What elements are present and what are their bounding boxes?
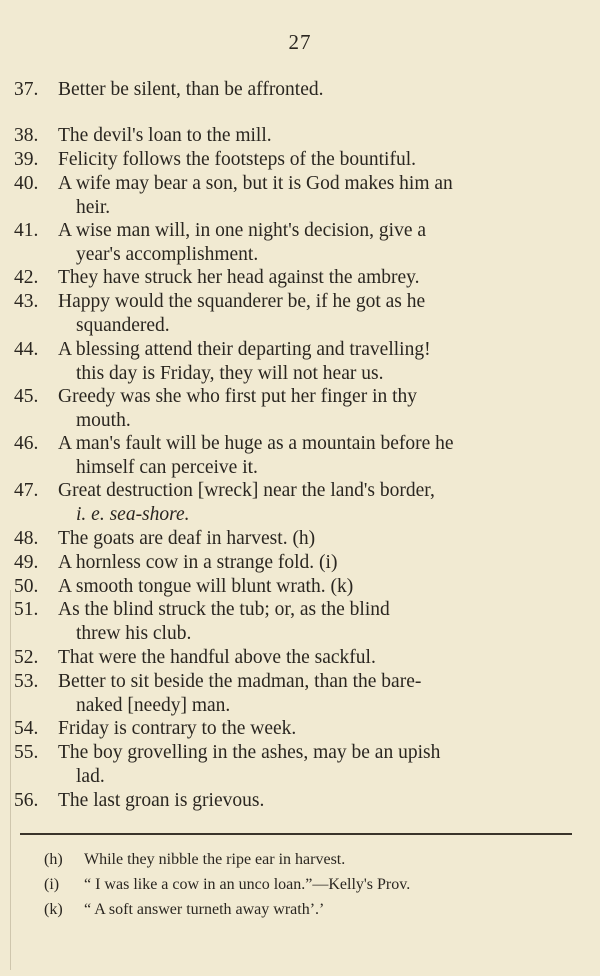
proverb-text: As the blind struck the tub; or, as the blind (58, 599, 390, 620)
proverb-text: The goats are deaf in harvest. (h) (58, 528, 316, 549)
footnote-label: (i) (44, 876, 60, 893)
proverb-text: That were the handful above the sackful. (58, 647, 376, 668)
proverb-text: Happy would the squanderer be, if he got as he (58, 291, 426, 312)
footnote-text: “ A soft answer turneth away wrath’.’ (84, 901, 325, 918)
proverb-number: 56. (14, 790, 39, 811)
proverb-number: 49. (14, 552, 39, 573)
proverb-entry (14, 479, 554, 526)
proverb-continuation: year's accomplishment. (76, 243, 259, 265)
proverb-entry (14, 172, 554, 219)
footnote-divider (20, 833, 572, 835)
proverb-number: 46. (14, 433, 39, 454)
proverb-number: 52. (14, 647, 39, 668)
proverb-entry (14, 670, 554, 717)
proverb-number: 39. (14, 149, 39, 170)
proverb-entry (14, 338, 554, 385)
proverb-text: They have struck her head against the ambrey. (58, 267, 420, 288)
proverb-text: Greedy was she who first put her finger in thy (58, 386, 418, 407)
proverb-number: 43. (14, 291, 39, 312)
footnote (44, 850, 564, 870)
proverb-entry (14, 717, 554, 741)
proverb-number: 53. (14, 671, 39, 692)
proverb-text: A wise man will, in one night's decision, give a (58, 220, 427, 241)
proverb-entry (14, 551, 554, 575)
proverb-continuation: i. e. sea-shore. (76, 503, 190, 525)
proverb-number: 44. (14, 339, 39, 360)
proverb-entry (14, 148, 554, 172)
proverb-entry (14, 598, 554, 645)
proverb-entry (14, 741, 554, 788)
proverb-continuation: threw his club. (76, 622, 192, 644)
proverb-text: A smooth tongue will blunt wrath. (k) (58, 576, 354, 597)
footnote-label: (k) (44, 901, 63, 918)
proverb-text: A wife may bear a son, but it is God makes him an (58, 173, 453, 194)
footnote (44, 875, 564, 895)
proverb-text: Better be silent, than be affronted. (58, 79, 324, 100)
proverb-entry (14, 78, 554, 102)
footnote-text: “ I was like a cow in an unco loan.”—Kelly's Prov. (84, 876, 411, 893)
proverb-number: 40. (14, 173, 39, 194)
proverb-text: Felicity follows the footsteps of the bountiful. (58, 149, 416, 170)
proverb-continuation: lad. (76, 765, 105, 787)
page-spine-line (10, 590, 11, 970)
proverb-text: Friday is contrary to the week. (58, 718, 297, 739)
proverb-entry (14, 432, 554, 479)
proverb-entry (14, 527, 554, 551)
proverb-entry (14, 266, 554, 290)
proverb-number: 37. (14, 79, 39, 100)
proverb-number: 42. (14, 267, 39, 288)
proverb-entry (14, 646, 554, 670)
proverb-number: 54. (14, 718, 39, 739)
proverb-number: 50. (14, 576, 39, 597)
proverb-text: The last groan is grievous. (58, 790, 265, 811)
proverb-entry (14, 385, 554, 432)
proverb-text: A blessing attend their departing and travelling! (58, 339, 431, 360)
proverb-continuation: himself can perceive it. (76, 456, 258, 478)
proverb-number: 47. (14, 480, 39, 501)
proverb-entry (14, 290, 554, 337)
page-number: 27 (288, 30, 312, 54)
proverb-entry (14, 575, 554, 599)
proverb-text: The boy grovelling in the ashes, may be an upish (58, 742, 441, 763)
proverb-entry (14, 124, 554, 148)
proverb-number: 38. (14, 125, 39, 146)
proverb-entry (14, 789, 554, 813)
proverb-continuation: naked [needy] man. (76, 694, 231, 716)
proverb-text: Great destruction [wreck] near the land's border, (58, 480, 435, 501)
proverb-continuation: heir. (76, 196, 111, 218)
proverb-number: 45. (14, 386, 39, 407)
proverb-text: The devil's loan to the mill. (58, 125, 272, 146)
footnote (44, 900, 564, 920)
proverb-text: A man's fault will be huge as a mountain before he (58, 433, 454, 454)
proverb-continuation: this day is Friday, they will not hear us. (76, 362, 384, 384)
footnote-text: While they nibble the ripe ear in harvest. (84, 851, 346, 868)
proverb-text: Better to sit beside the madman, than the bare- (58, 671, 422, 692)
proverb-text: A hornless cow in a strange fold. (i) (58, 552, 338, 573)
proverb-entry (14, 219, 554, 266)
proverb-number: 48. (14, 528, 39, 549)
proverb-continuation: squandered. (76, 314, 170, 336)
footnote-label: (h) (44, 851, 63, 868)
proverb-number: 51. (14, 599, 39, 620)
proverb-continuation: mouth. (76, 409, 131, 431)
proverb-number: 55. (14, 742, 39, 763)
proverb-number: 41. (14, 220, 39, 241)
